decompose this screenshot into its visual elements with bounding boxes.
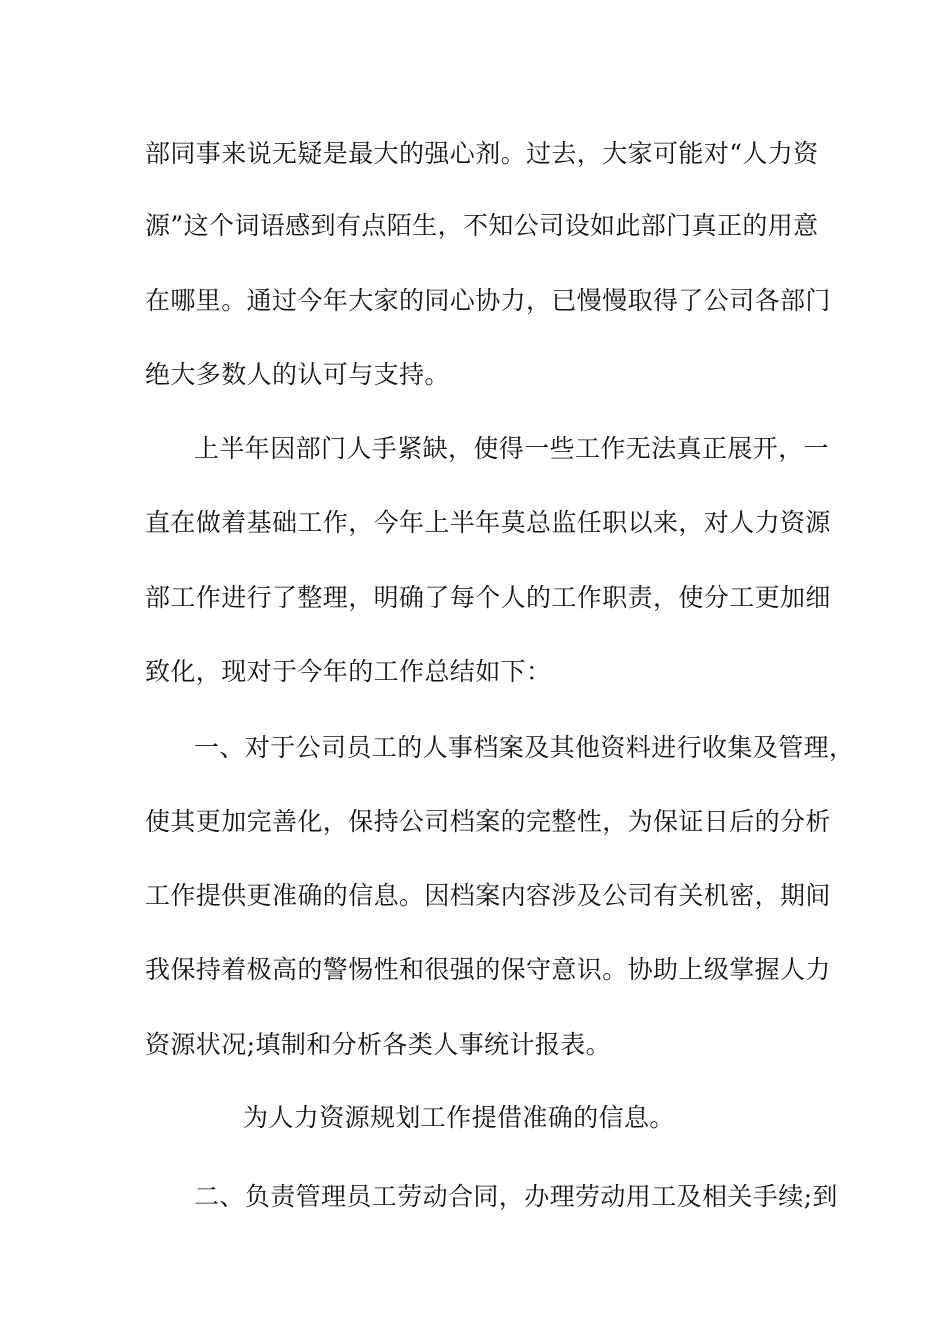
paragraph-line: 在哪里。通过今年大家的同心协力，已慢慢取得了公司各部门 (145, 286, 831, 315)
paragraph-line: 部工作进行了整理，明确了每个人的工作职责，使分工更加细 (145, 583, 831, 612)
paragraph-line: 资源状况;填制和分析各类人事统计报表。 (145, 1030, 612, 1059)
paragraph-line: 上半年因部门人手紧缺，使得一些工作无法真正展开，一 (194, 434, 830, 463)
paragraph-line: 二、负责管理员工劳动合同，办理劳动用工及相关手续;到 (194, 1182, 838, 1211)
paragraph-line: 一、对于公司员工的人事档案及其他资料进行收集及管理， (194, 733, 855, 762)
paragraph-line: 源”这个词语感到有点陌生，不知公司设如此部门真正的用意 (145, 211, 819, 240)
paragraph-line: 为人力资源规划工作提借准确的信息。 (243, 1103, 675, 1132)
paragraph-line: 直在做着基础工作，今年上半年莫总监任职以来，对人力资源 (145, 508, 831, 537)
paragraph-line: 工作提供更准确的信息。因档案内容涉及公司有关机密，期间 (145, 881, 831, 910)
paragraph-line: 绝大多数人的认可与支持。 (145, 360, 450, 389)
paragraph-line: 致化，现对于今年的工作总结如下： (145, 657, 552, 686)
paragraph-line: 部同事来说无疑是最大的强心剂。过去，大家可能对“人力资 (145, 139, 819, 168)
paragraph-line: 我保持着极高的警惕性和很强的保守意识。协助上级掌握人力 (145, 955, 831, 984)
paragraph-line: 使其更加完善化，保持公司档案的完整性，为保证日后的分析 (145, 807, 831, 836)
